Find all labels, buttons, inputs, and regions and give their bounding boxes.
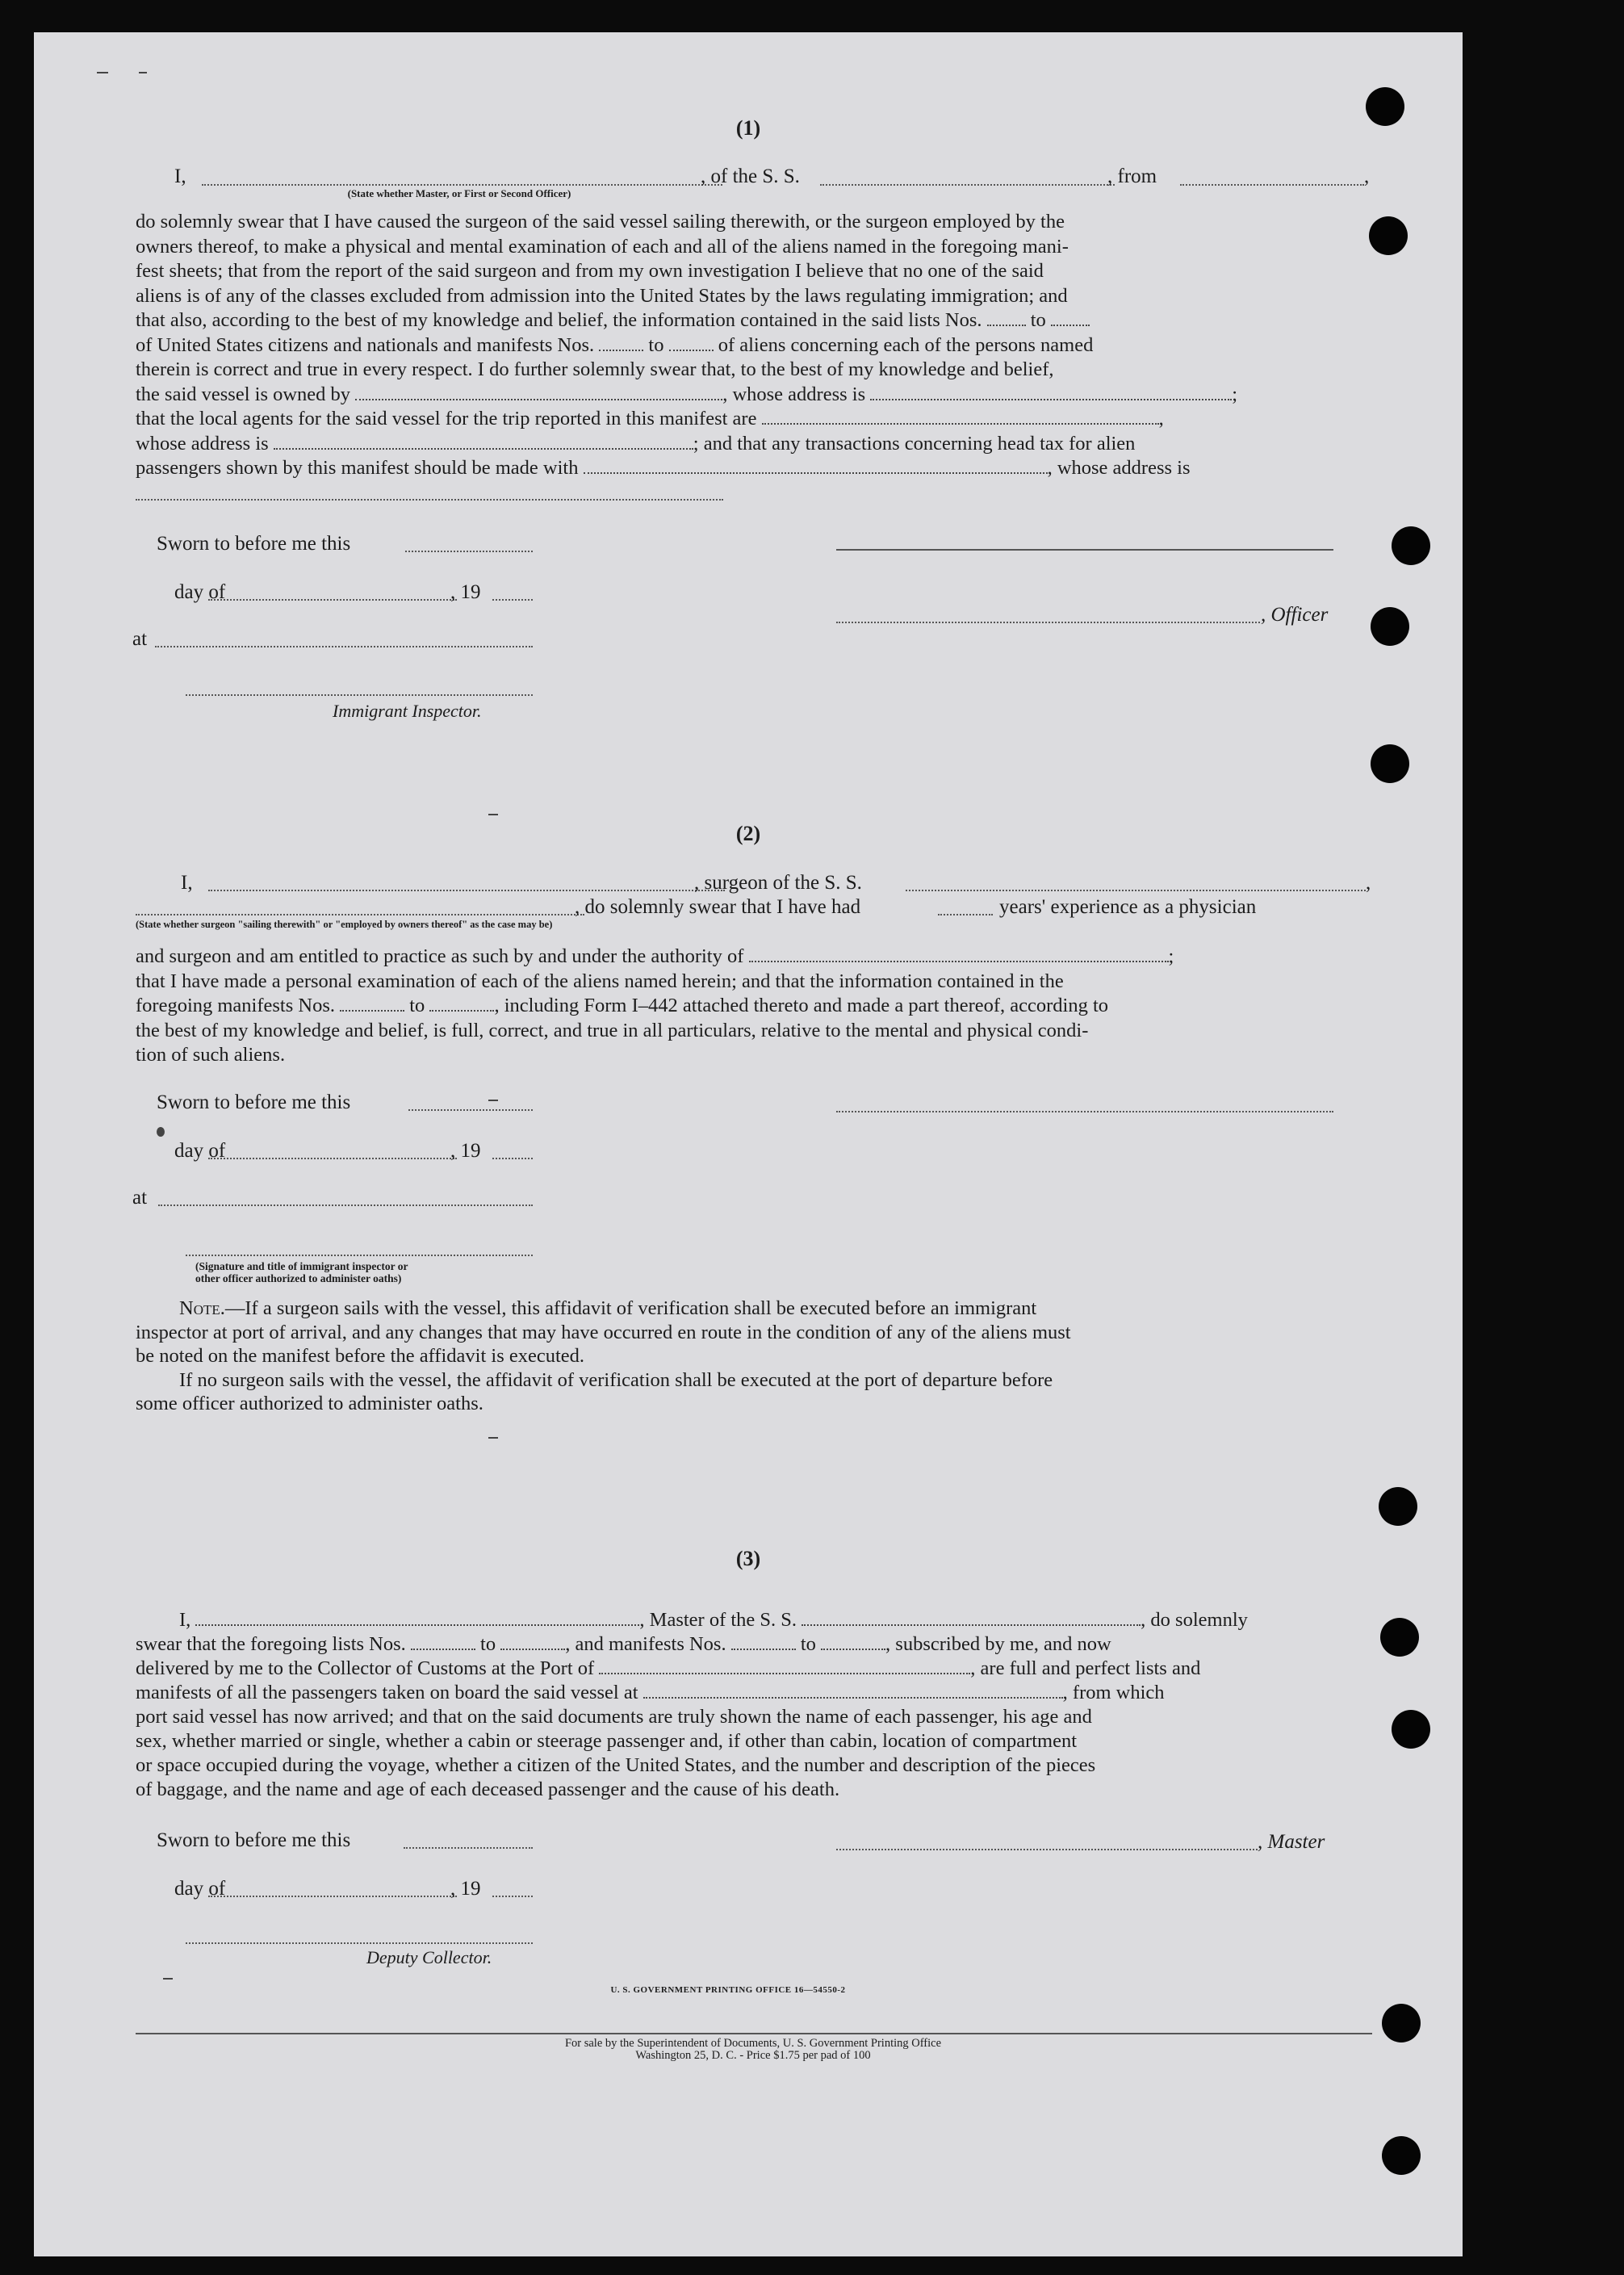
s2-foregoing: foregoing manifests Nos. [136, 995, 335, 1016]
s1-agent-address-line [136, 432, 1371, 457]
s1-i-label: I, [174, 165, 186, 187]
s1-manifests-line [136, 333, 1371, 358]
s2-years-label: years' experience as a physician [999, 896, 1257, 918]
scan-speck [97, 72, 108, 73]
s2-sig-note-1: (Signature and title of immigrant inspector or [195, 1260, 408, 1272]
s2-manifests-from-blank[interactable] [340, 997, 404, 1012]
s3-master-signature-line[interactable] [836, 1849, 1258, 1850]
s3-master-caption: , Master [1258, 1831, 1325, 1853]
binder-hole [1392, 526, 1430, 565]
s3-to: to [800, 1633, 816, 1655]
s1-text-line: fest sheets; that from the report of the said surgeon and from my own investigation I believe that no one of the said [136, 260, 1044, 282]
s2-note-1: If a surgeon sails with the vessel, this affidavit of verification shall be executed before an immigrant [245, 1297, 1037, 1319]
s3-collector-caption: Deputy Collector. [366, 1947, 492, 1967]
s2-note-text [136, 1297, 1371, 1416]
s2-including: , including Form I–442 attached thereto and made a part thereof, according to [494, 995, 1109, 1016]
s2-text-line: the best of my knowledge and belief, is full, correct, and true in all particulars, relative to the mental and physical condi- [136, 1019, 1089, 1041]
s1-lists-line [136, 308, 1371, 333]
s3-subscribed: , subscribed by me, and now [885, 1633, 1111, 1655]
scan-speck [139, 72, 147, 73]
s3-collector-signature-line[interactable] [186, 1942, 533, 1944]
binder-hole [1366, 87, 1404, 126]
s3-text-line: or space occupied during the voyage, whether a citizen of the United States, and the number and description of the pieces [136, 1754, 1096, 1776]
s3-year-blank[interactable] [492, 1896, 533, 1897]
note-label: Note.— [179, 1297, 245, 1319]
ink-blot [157, 1127, 165, 1137]
s3-delivered: delivered by me to the Collector of Customs at the Port of [136, 1657, 595, 1679]
s1-at-label: at [132, 628, 148, 650]
s2-text-line: that I have made a personal examination of each of the aliens named herein; and that the information contained in the [136, 970, 1064, 992]
s2-i-label: I, [181, 872, 193, 894]
s1-manifests-text: of United States citizens and nationals and manifests Nos. [136, 333, 595, 356]
s2-text-line: tion of such aliens. [136, 1044, 286, 1066]
binder-hole [1379, 1487, 1417, 1526]
s1-owned-line [136, 383, 1371, 408]
s2-sig-note-2: other officer authorized to administer oaths) [195, 1272, 402, 1284]
s1-officer-signature-line[interactable] [836, 549, 1333, 551]
s3-solemnly: , do solemnly [1141, 1609, 1248, 1631]
s3-swear-lists: swear that the foregoing lists Nos. [136, 1633, 406, 1655]
s1-passengers-text: passengers shown by this manifest should be made with [136, 457, 579, 479]
s1-owned-by: the said vessel is owned by [136, 383, 351, 405]
s3-text-line: of baggage, and the name and age of each deceased passenger and the cause of his death. [136, 1779, 840, 1800]
s3-master-name-blank[interactable] [195, 1611, 639, 1626]
s3-and-manifests: , and manifests Nos. [565, 1633, 726, 1655]
s2-note-line: If no surgeon sails with the vessel, the affidavit of verification shall be executed at the port of departure before [179, 1368, 1053, 1391]
s2-sworn-label: Sworn to before me this [157, 1091, 351, 1113]
s3-day-blank[interactable] [208, 1896, 457, 1897]
s1-oath-text [136, 210, 1371, 481]
s2-authority-text: and surgeon and am entitled to practice as such by and under the authority of [136, 945, 744, 967]
footer-rule [136, 2033, 1372, 2034]
binder-hole [1380, 1618, 1419, 1657]
scan-speck [488, 814, 498, 815]
binder-hole [1371, 744, 1409, 783]
s1-lists-text: that also, according to the best of my knowledge and belief, the information contained in the said lists Nos. [136, 309, 982, 331]
s2-note-line [136, 1297, 1371, 1321]
s3-port-blank[interactable] [599, 1660, 970, 1674]
s2-day-of-label: day of [174, 1140, 226, 1162]
s3-port-line [136, 1657, 1371, 1681]
s3-from-which: , from which [1062, 1682, 1165, 1703]
s1-comma: , [1364, 165, 1370, 187]
s2-ship-name-blank[interactable] [906, 890, 1366, 891]
s3-manifests-from-blank[interactable] [731, 1636, 796, 1650]
s3-manifests-to-blank[interactable] [821, 1636, 885, 1650]
footer-sale-1: For sale by the Superintendent of Documents, U. S. Government Printing Office [564, 2037, 942, 2050]
s1-inspector-caption: Immigrant Inspector. [333, 701, 482, 721]
agents-blank[interactable] [762, 410, 1159, 425]
s2-day-blank[interactable] [208, 1158, 457, 1159]
s2-signature-note [186, 1260, 542, 1284]
s1-officer-title-line[interactable] [836, 622, 1260, 623]
s1-owner-address-label: , whose address is [722, 383, 866, 405]
binder-hole [1392, 1710, 1430, 1749]
owner-address-blank[interactable] [870, 386, 1232, 400]
s2-surgeon-name-blank[interactable] [208, 890, 725, 891]
s3-lists-line [136, 1632, 1371, 1657]
s1-at-blank[interactable] [155, 646, 533, 647]
s1-from-port-blank[interactable] [1180, 184, 1364, 186]
s1-semicolon: ; [1232, 383, 1238, 405]
s2-semicolon: ; [1168, 945, 1174, 967]
s2-authority-line [136, 945, 1371, 970]
s2-year-blank[interactable] [492, 1158, 533, 1159]
s1-manifests-text-2: of aliens concerning each of the persons named [718, 333, 1094, 356]
s1-agents-text: that the local agents for the said vessel for the trip reported in this manifest are [136, 408, 757, 429]
s3-ship-name-blank[interactable] [802, 1611, 1141, 1626]
s1-text-line: do solemnly swear that I have caused the surgeon of the said vessel sailing therewith, or the surgeon employed by the [136, 211, 1065, 233]
authority-blank[interactable] [749, 948, 1169, 962]
s1-to: to [648, 333, 664, 356]
s3-text-line: port said vessel has now arrived; and that on the said documents are truly shown the name of each passenger, his age and [136, 1706, 1092, 1728]
s2-years-blank[interactable] [938, 914, 993, 915]
s1-officer-name-blank[interactable] [202, 184, 722, 186]
s1-sworn-blank[interactable] [405, 551, 533, 552]
s3-oath-text [136, 1608, 1371, 1802]
s1-inspector-signature-line[interactable] [186, 694, 533, 696]
form-sheet [34, 32, 1463, 2256]
s1-year-blank[interactable] [492, 599, 533, 601]
s1-head-tax: ; and that any transactions concerning head tax for alien [693, 432, 1136, 455]
manifests-from-blank[interactable] [599, 337, 643, 351]
s1-text-line: aliens is of any of the classes excluded from admission into the United States by the laws regulating immigration; and [136, 284, 1068, 307]
s1-text-line: owners thereof, to make a physical and mental examination of each and all of the aliens named in the foregoing mani- [136, 235, 1069, 258]
s3-full-perfect: , are full and perfect lists and [970, 1657, 1201, 1679]
s1-address-continuation-blank[interactable] [136, 499, 723, 501]
s2-manifests-line [136, 994, 1371, 1019]
s2-at-blank[interactable] [158, 1205, 533, 1206]
s1-text-line: therein is correct and true in every respect. I do further solemnly swear that, to the best of my knowledge and belief, [136, 358, 1054, 380]
s2-surgeon-signature-line[interactable] [836, 1111, 1333, 1112]
s2-note-line: inspector at port of arrival, and any changes that may have occurred en route in the condition of any of the aliens must [136, 1321, 1071, 1343]
s1-ship-name-blank[interactable] [820, 184, 1115, 186]
s1-from-label: , from [1107, 165, 1157, 187]
binder-hole [1382, 2136, 1421, 2175]
lists-to-blank[interactable] [1051, 312, 1090, 326]
s1-of-ss-label: , of the S. S. [701, 165, 800, 187]
s2-surgeon-of-ss-label: , surgeon of the S. S. [694, 872, 862, 894]
s1-officer-note: (State whether Master, or First or Second Officer) [347, 187, 571, 199]
s3-i-label: I, [179, 1609, 191, 1631]
section-2-number: (2) [735, 822, 761, 845]
s1-whose-address: whose address is [136, 432, 269, 455]
s3-lists-from-blank[interactable] [411, 1636, 475, 1650]
lists-from-blank[interactable] [987, 312, 1026, 326]
s3-lists-to-blank[interactable] [500, 1636, 565, 1650]
s3-year-label: , 19 [450, 1878, 481, 1900]
binder-hole [1371, 607, 1409, 646]
s2-sworn-blank[interactable] [408, 1109, 533, 1111]
scan-speck [488, 1437, 498, 1439]
s3-master-of: , Master of the S. S. [639, 1609, 797, 1631]
footer-sale-2: Washington 25, D. C. - Price $1.75 per pad of 100 [635, 2049, 871, 2062]
s2-surgeon-note: (State whether surgeon "sailing therewith" or "employed by owners thereof" as the case may be) [136, 919, 553, 930]
manifests-to-blank[interactable] [669, 337, 714, 351]
s3-sworn-blank[interactable] [404, 1847, 533, 1849]
s2-year-label: , 19 [450, 1140, 481, 1162]
binder-hole [1382, 2004, 1421, 2042]
agent-address-blank[interactable] [274, 435, 693, 450]
s3-boarded-line [136, 1681, 1371, 1705]
footer-sale-note [378, 2038, 1128, 2062]
s1-sworn-label: Sworn to before me this [157, 533, 351, 555]
s3-boarding-port-blank[interactable] [643, 1684, 1063, 1699]
s1-day-blank[interactable] [208, 599, 457, 601]
s3-to: to [480, 1633, 496, 1655]
section-1-number: (1) [735, 116, 761, 140]
s1-year-label: , 19 [450, 581, 481, 603]
s2-note-line: some officer authorized to administer oaths. [136, 1393, 483, 1414]
s3-sworn-label: Sworn to before me this [157, 1829, 351, 1851]
s3-text-line: sex, whether married or single, whether a cabin or steerage passenger and, if other than cabin, location of compartment [136, 1730, 1078, 1752]
s2-manifests-to-blank[interactable] [429, 997, 494, 1012]
head-tax-party-blank[interactable] [584, 459, 1048, 474]
s2-inspector-signature-line[interactable] [186, 1255, 533, 1256]
s1-day-of-label: day of [174, 581, 226, 603]
s2-sailing-status-blank[interactable] [136, 914, 584, 915]
s2-oath-text [136, 945, 1371, 1068]
s3-master-line [136, 1608, 1371, 1632]
owner-name-blank[interactable] [355, 386, 722, 400]
s1-whose-address-is: , whose address is [1047, 457, 1191, 479]
s1-passengers-line [136, 456, 1371, 481]
section-3-number: (3) [735, 1547, 761, 1570]
s2-to: to [409, 995, 425, 1016]
s2-comma: , [1366, 872, 1371, 894]
s1-agents-line: that the local agents for the said vessel for the trip reported in this manifest are , [136, 408, 1164, 429]
s2-swear-label: , do solemnly swear that I have had [575, 896, 861, 918]
s2-at-label: at [132, 1187, 148, 1209]
binder-hole [1369, 216, 1408, 255]
s1-to: to [1030, 309, 1046, 331]
s3-manifests-all: manifests of all the passengers taken on board the said vessel at [136, 1682, 638, 1703]
s1-officer-caption: , Officer [1261, 604, 1329, 626]
s3-day-of-label: day of [174, 1878, 226, 1900]
s2-note-line: be noted on the manifest before the affidavit is executed. [136, 1345, 585, 1367]
gpo-imprint: U. S. GOVERNMENT PRINTING OFFICE 16—54550-2 [610, 1985, 846, 1995]
scan-speck [488, 1100, 498, 1101]
scan-speck [163, 1978, 173, 1980]
